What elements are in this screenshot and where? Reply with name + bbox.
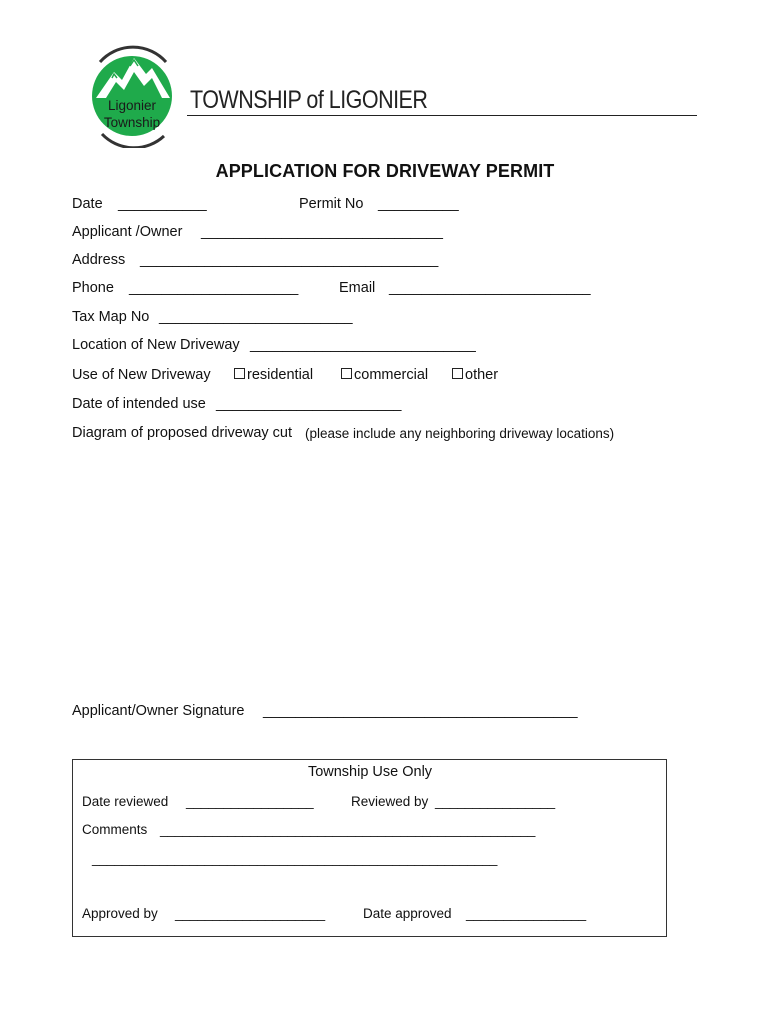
township-logo bbox=[86, 44, 178, 148]
use-label: Use of New Driveway bbox=[72, 367, 211, 383]
header-title: TOWNSHIP of LIGONIER bbox=[190, 86, 428, 114]
approved-by-label: Approved by bbox=[82, 906, 158, 921]
tax-map-label: Tax Map No bbox=[72, 309, 150, 325]
location-label: Location of New Driveway bbox=[72, 337, 240, 353]
date-reviewed-field[interactable]: _________________ bbox=[186, 794, 314, 809]
reviewed-by-field[interactable]: ________________ bbox=[435, 794, 556, 809]
comments-field[interactable]: __________________________________________________ bbox=[160, 822, 536, 837]
document-title: APPLICATION FOR DRIVEWAY PERMIT bbox=[215, 161, 555, 181]
approved-by-field[interactable]: ____________________ bbox=[175, 906, 326, 921]
use-option-label: commercial bbox=[354, 367, 429, 383]
address-label: Address bbox=[72, 252, 126, 268]
address-field[interactable]: _____________________________________ bbox=[140, 252, 439, 268]
township-use-title: Township Use Only bbox=[307, 764, 433, 780]
date-approved-label: Date approved bbox=[363, 906, 452, 921]
mountain-logo-icon bbox=[86, 44, 178, 148]
logo-text-line2: Township bbox=[103, 115, 161, 130]
permit-no-label: Permit No bbox=[299, 196, 364, 212]
location-field[interactable]: ____________________________ bbox=[250, 337, 476, 353]
date-reviewed-label: Date reviewed bbox=[82, 794, 169, 809]
logo-text-line1: Ligonier bbox=[107, 98, 157, 113]
comments-field-line2[interactable]: ______________________________________________________ bbox=[92, 851, 498, 866]
tax-map-field[interactable]: ________________________ bbox=[159, 309, 353, 325]
email-field[interactable]: _________________________ bbox=[389, 280, 591, 296]
date-label: Date bbox=[72, 196, 103, 212]
phone-field[interactable]: _____________________ bbox=[129, 280, 299, 296]
applicant-owner-field[interactable]: ______________________________ bbox=[201, 224, 443, 240]
use-option-commercial[interactable] bbox=[341, 367, 428, 383]
signature-field[interactable]: _______________________________________ bbox=[263, 703, 578, 719]
diagram-note: (please include any neighboring driveway locations) bbox=[305, 426, 615, 441]
permit-no-field[interactable]: __________ bbox=[378, 196, 459, 212]
diagram-label: Diagram of proposed driveway cut bbox=[72, 425, 293, 441]
checkbox-icon[interactable] bbox=[452, 368, 463, 379]
diagram-area[interactable] bbox=[72, 448, 672, 688]
comments-label: Comments bbox=[82, 822, 148, 837]
date-field[interactable]: ___________ bbox=[118, 196, 207, 212]
reviewed-by-label: Reviewed by bbox=[351, 794, 429, 809]
use-option-residential[interactable] bbox=[234, 367, 313, 383]
checkbox-icon[interactable] bbox=[234, 368, 245, 379]
intended-use-date-label: Date of intended use bbox=[72, 396, 206, 412]
use-option-label: other bbox=[465, 367, 499, 383]
use-option-other[interactable] bbox=[452, 367, 498, 383]
header-divider bbox=[187, 115, 697, 116]
checkbox-icon[interactable] bbox=[341, 368, 352, 379]
date-approved-field[interactable]: ________________ bbox=[466, 906, 587, 921]
phone-label: Phone bbox=[72, 280, 114, 296]
use-option-label: residential bbox=[247, 367, 314, 383]
intended-use-date-field[interactable]: _______________________ bbox=[216, 396, 402, 412]
applicant-owner-label: Applicant /Owner bbox=[72, 224, 183, 240]
signature-label: Applicant/Owner Signature bbox=[72, 703, 245, 719]
email-label: Email bbox=[339, 280, 376, 296]
